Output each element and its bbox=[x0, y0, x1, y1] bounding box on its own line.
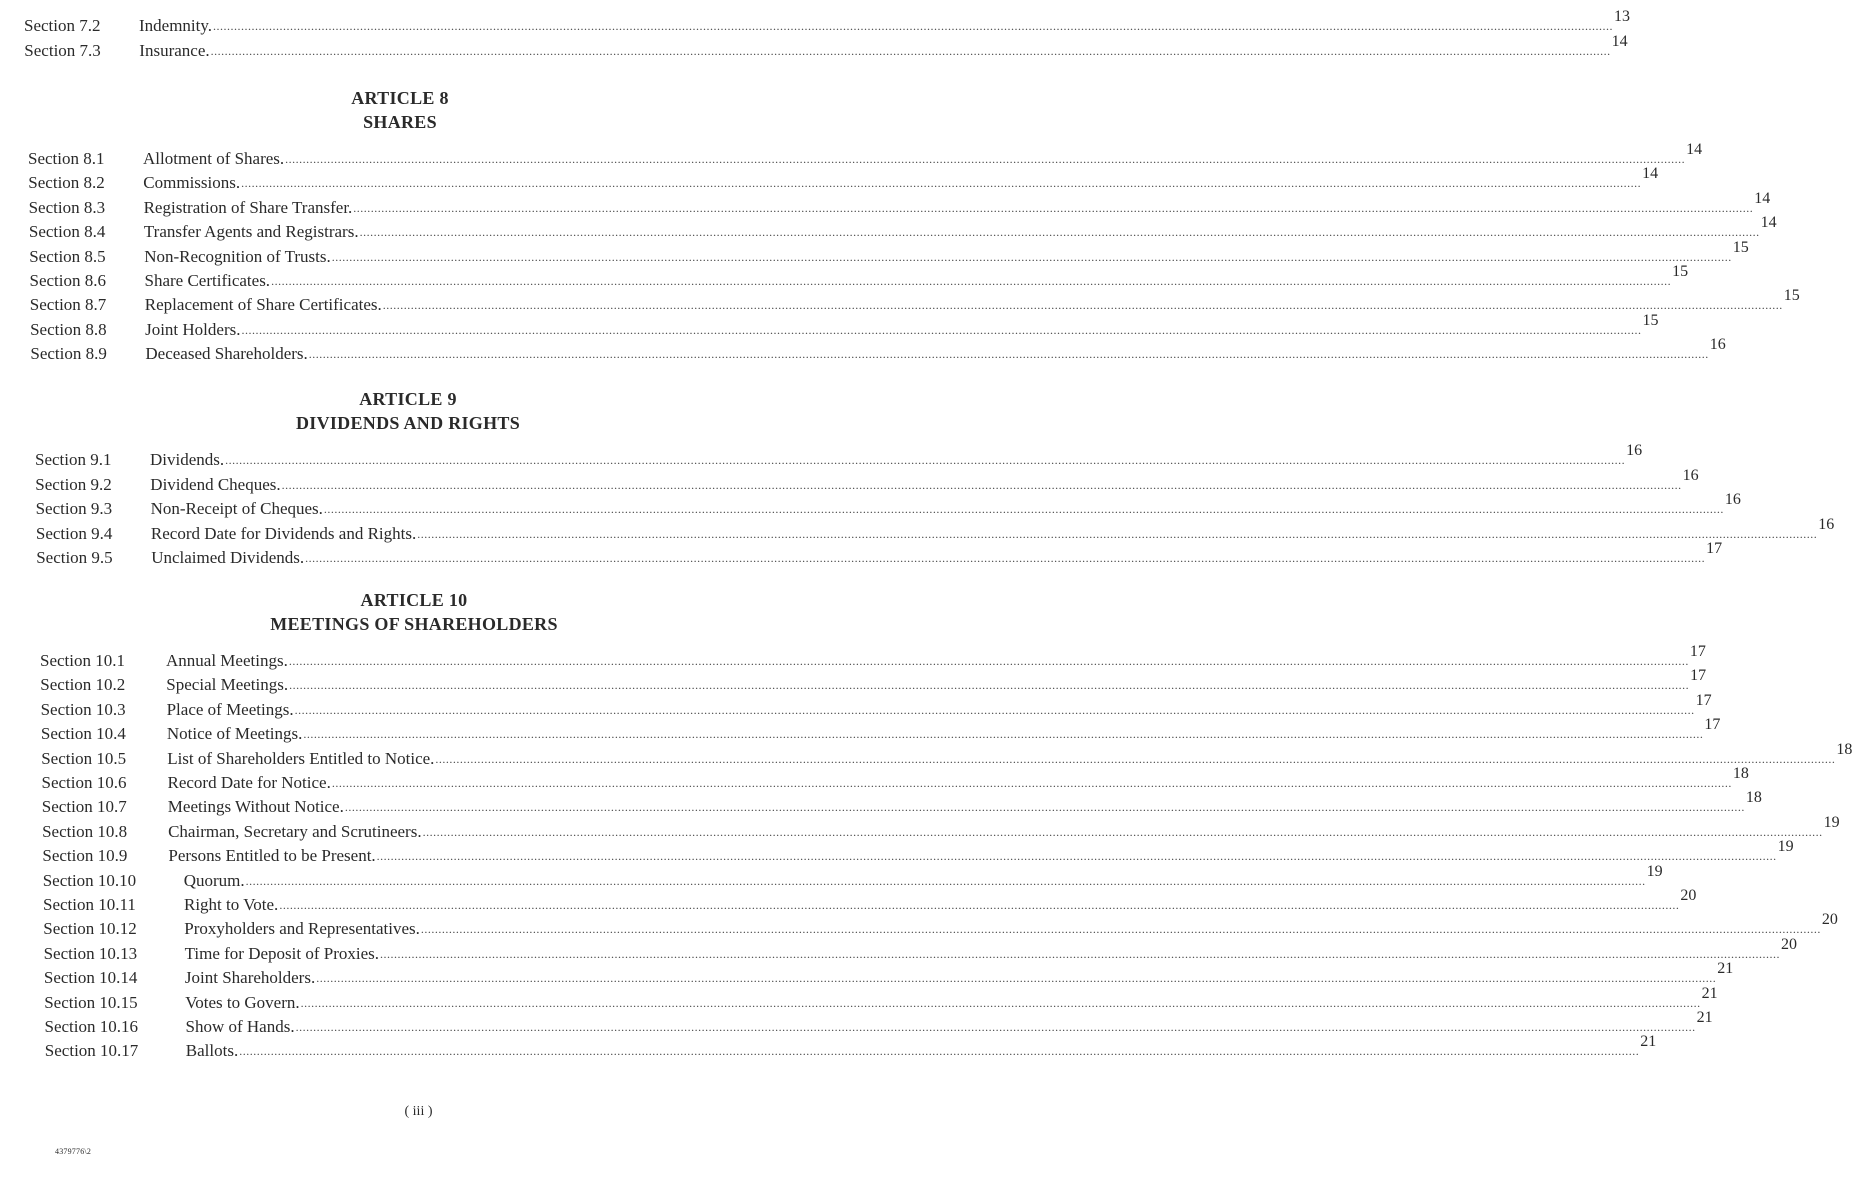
section-title: Place of Meetings. bbox=[166, 699, 294, 719]
dot-leader: ................................................................................................................................................................................................................................................................................................................................................................................................................ bbox=[271, 274, 1672, 288]
dot-leader: ................................................................................................................................................................................................................................................................................................................................................................................................................ bbox=[308, 347, 1709, 362]
page-ref: 17 bbox=[1690, 667, 1707, 685]
section-number: Section 10.15 bbox=[44, 992, 138, 1012]
dot-leader: ................................................................................................................................................................................................................................................................................................................................................................................................................ bbox=[213, 19, 1614, 33]
page-ref: 17 bbox=[1704, 716, 1721, 734]
toc-entry bbox=[35, 515, 1835, 544]
dot-leader: ................................................................................................................................................................................................................................................................................................................................................................................................................ bbox=[294, 702, 1695, 717]
dot-leader: ................................................................................................................................................................................................................................................................................................................................................................................................................ bbox=[305, 551, 1706, 565]
page-ref: 14 bbox=[1611, 32, 1628, 50]
section-number: Section 8.8 bbox=[30, 319, 107, 339]
dot-leader: ................................................................................................................................................................................................................................................................................................................................................................................................................ bbox=[289, 678, 1690, 693]
toc-entry bbox=[40, 643, 1706, 671]
page-ref: 15 bbox=[1732, 238, 1749, 256]
section-number: Section 10.14 bbox=[43, 968, 138, 988]
toc-entry bbox=[24, 32, 1628, 61]
section-title: Ballots. bbox=[185, 1041, 239, 1061]
dot-leader: ................................................................................................................................................................................................................................................................................................................................................................................................................ bbox=[435, 751, 1836, 766]
dot-leader: ................................................................................................................................................................................................................................................................................................................................................................................................................ bbox=[281, 477, 1682, 492]
section-title: Allotment of Shares. bbox=[143, 149, 285, 168]
toc-entry bbox=[29, 263, 1689, 291]
page-ref: 19 bbox=[1646, 862, 1663, 880]
section-number: Section 10.4 bbox=[40, 724, 126, 744]
section-number: Section 7.3 bbox=[24, 40, 101, 60]
article-title: MEETINGS OF SHAREHOLDERS bbox=[270, 614, 558, 634]
page-ref: 19 bbox=[1777, 838, 1794, 856]
section-number: Section 8.1 bbox=[28, 149, 105, 168]
section-title: Dividends. bbox=[150, 450, 225, 469]
dot-leader: ................................................................................................................................................................................................................................................................................................................................................................................................................ bbox=[376, 849, 1777, 864]
article-number: ARTICLE 9 bbox=[359, 389, 457, 409]
page-ref: 21 bbox=[1701, 984, 1718, 1002]
toc-entry bbox=[29, 238, 1749, 267]
section-number: Section 10.5 bbox=[41, 748, 127, 768]
section-number: Section 10.8 bbox=[42, 821, 128, 841]
page-ref: 15 bbox=[1783, 287, 1800, 305]
page-ref: 18 bbox=[1745, 789, 1762, 807]
article-title: DIVIDENDS AND RIGHTS bbox=[295, 413, 521, 433]
section-title: Unclaimed Dividends. bbox=[151, 548, 305, 567]
toc-entry bbox=[43, 887, 1697, 915]
section-number: Section 9.5 bbox=[36, 548, 113, 567]
toc-entry bbox=[35, 442, 1643, 470]
toc-entry bbox=[41, 789, 1762, 817]
toc-entry bbox=[42, 862, 1663, 891]
toc-entry bbox=[43, 960, 1734, 988]
section-title: Deceased Shareholders. bbox=[145, 344, 308, 364]
dot-leader: ................................................................................................................................................................................................................................................................................................................................................................................................................ bbox=[420, 922, 1821, 937]
dot-leader: ................................................................................................................................................................................................................................................................................................................................................................................................................ bbox=[382, 298, 1783, 313]
toc-entry bbox=[35, 491, 1741, 519]
toc-entry bbox=[40, 691, 1712, 720]
dot-leader: ................................................................................................................................................................................................................................................................................................................................................................................................................ bbox=[225, 453, 1626, 467]
toc-entry bbox=[44, 984, 1718, 1013]
dot-leader: ................................................................................................................................................................................................................................................................................................................................................................................................................ bbox=[279, 898, 1680, 912]
dot-leader: ................................................................................................................................................................................................................................................................................................................................................................................................................ bbox=[300, 995, 1701, 1010]
section-title: Joint Holders. bbox=[145, 319, 241, 339]
toc-entry bbox=[28, 165, 1659, 193]
dot-leader: ................................................................................................................................................................................................................................................................................................................................................................................................................ bbox=[359, 225, 1760, 240]
section-title: Persons Entitled to be Present. bbox=[168, 846, 376, 866]
toc-entry bbox=[44, 1009, 1713, 1037]
toc-entry bbox=[40, 667, 1707, 695]
toc-entry bbox=[29, 287, 1800, 315]
section-number: Section 9.3 bbox=[35, 499, 113, 518]
document-id: 4379776\2 bbox=[55, 1147, 92, 1156]
section-title: Votes to Govern. bbox=[185, 992, 300, 1012]
dot-leader: ................................................................................................................................................................................................................................................................................................................................................................................................................ bbox=[303, 727, 1704, 742]
dot-leader: ................................................................................................................................................................................................................................................................................................................................................................................................................ bbox=[353, 200, 1754, 215]
section-title: List of Shareholders Entitled to Notice. bbox=[167, 748, 435, 768]
article-heading bbox=[208, 387, 608, 435]
section-title: Right to Vote. bbox=[184, 895, 279, 914]
dot-leader: ................................................................................................................................................................................................................................................................................................................................................................................................................ bbox=[323, 502, 1724, 516]
section-title: Commissions. bbox=[143, 173, 241, 193]
page-ref: 19 bbox=[1823, 813, 1840, 831]
toc-entry bbox=[41, 740, 1853, 769]
section-title: Quorum. bbox=[183, 870, 245, 890]
section-title: Insurance. bbox=[139, 40, 210, 60]
page-ref: 14 bbox=[1642, 165, 1659, 183]
toc-entry bbox=[24, 8, 1631, 36]
section-number: Section 8.5 bbox=[29, 246, 106, 266]
section-number: Section 10.10 bbox=[42, 870, 137, 890]
section-number: Section 7.2 bbox=[24, 16, 101, 35]
section-number: Section 10.7 bbox=[41, 797, 127, 817]
section-title: Notice of Meetings. bbox=[166, 724, 303, 744]
section-number: Section 8.2 bbox=[28, 173, 105, 193]
section-title: Replacement of Share Certificates. bbox=[144, 295, 382, 315]
section-number: Section 9.4 bbox=[35, 523, 113, 543]
section-number: Section 10.1 bbox=[40, 651, 125, 670]
section-title: Joint Shareholders. bbox=[184, 968, 316, 988]
section-title: Annual Meetings. bbox=[166, 651, 288, 670]
page-ref: 20 bbox=[1680, 887, 1697, 904]
article-number: ARTICLE 8 bbox=[351, 88, 449, 108]
section-title: Chairman, Secretary and Scrutineers. bbox=[168, 821, 422, 841]
toc-entry bbox=[28, 189, 1771, 218]
dot-leader: ................................................................................................................................................................................................................................................................................................................................................................................................................ bbox=[245, 873, 1646, 888]
article-number: ARTICLE 10 bbox=[360, 590, 468, 610]
dot-leader: ................................................................................................................................................................................................................................................................................................................................................................................................................ bbox=[422, 824, 1823, 839]
section-title: Record Date for Dividends and Rights. bbox=[150, 523, 417, 543]
dot-leader: ................................................................................................................................................................................................................................................................................................................................................................................................................ bbox=[285, 152, 1686, 166]
page-ref: 20 bbox=[1781, 935, 1797, 953]
page-ref: 21 bbox=[1696, 1009, 1713, 1026]
section-title: Non-Receipt of Cheques. bbox=[150, 499, 323, 518]
section-number: Section 10.17 bbox=[44, 1041, 139, 1061]
section-title: Registration of Share Transfer. bbox=[143, 197, 353, 217]
dot-leader: ................................................................................................................................................................................................................................................................................................................................................................................................................ bbox=[417, 526, 1818, 541]
dot-leader: ................................................................................................................................................................................................................................................................................................................................................................................................................ bbox=[210, 43, 1611, 58]
section-number: Section 10.3 bbox=[40, 699, 126, 719]
section-title: Indemnity. bbox=[139, 16, 213, 35]
section-title: Dividend Cheques. bbox=[150, 474, 281, 494]
page-ref: 18 bbox=[1836, 740, 1853, 758]
section-title: Transfer Agents and Registrars. bbox=[143, 222, 359, 242]
page-ref: 13 bbox=[1614, 8, 1631, 25]
section-number: Section 8.4 bbox=[28, 222, 106, 242]
toc-entry bbox=[30, 311, 1659, 340]
page-ref: 15 bbox=[1642, 311, 1659, 329]
page-ref: 16 bbox=[1626, 442, 1643, 459]
section-number: Section 10.16 bbox=[44, 1017, 138, 1036]
section-title: Meetings Without Notice. bbox=[167, 797, 344, 817]
page-ref: 20 bbox=[1821, 911, 1838, 929]
page-ref: 16 bbox=[1709, 336, 1726, 354]
dot-leader: ................................................................................................................................................................................................................................................................................................................................................................................................................ bbox=[331, 249, 1732, 264]
page-ref: 15 bbox=[1672, 263, 1689, 280]
section-number: Section 10.13 bbox=[43, 943, 138, 963]
page-ref: 14 bbox=[1760, 214, 1777, 232]
article-heading bbox=[200, 86, 600, 134]
section-title: Time for Deposit of Proxies. bbox=[184, 943, 379, 963]
section-title: Special Meetings. bbox=[166, 675, 289, 695]
section-number: Section 8.7 bbox=[29, 295, 107, 315]
section-title: Show of Hands. bbox=[185, 1017, 295, 1036]
section-number: Section 8.9 bbox=[30, 344, 107, 364]
page-ref: 21 bbox=[1640, 1033, 1657, 1051]
toc-entry bbox=[43, 911, 1838, 939]
section-number: Section 10.6 bbox=[41, 773, 127, 792]
toc-entry bbox=[28, 214, 1777, 242]
page-ref: 14 bbox=[1686, 141, 1703, 158]
toc-entry bbox=[44, 1033, 1657, 1061]
toc-entry bbox=[41, 765, 1749, 793]
dot-leader: ................................................................................................................................................................................................................................................................................................................................................................................................................ bbox=[344, 800, 1745, 815]
dot-leader: ................................................................................................................................................................................................................................................................................................................................................................................................................ bbox=[241, 322, 1642, 337]
page-ref: 16 bbox=[1818, 515, 1835, 533]
section-title: Proxyholders and Representatives. bbox=[184, 919, 420, 939]
page-ref: 16 bbox=[1724, 491, 1741, 508]
toc-entry bbox=[42, 838, 1794, 866]
page-ref: 17 bbox=[1689, 643, 1706, 660]
section-title: Share Certificates. bbox=[144, 271, 271, 290]
section-number: Section 8.6 bbox=[29, 271, 106, 290]
dot-leader: ................................................................................................................................................................................................................................................................................................................................................................................................................ bbox=[288, 654, 1689, 668]
section-title: Non-Recognition of Trusts. bbox=[144, 246, 331, 266]
toc-entry bbox=[36, 540, 1723, 568]
dot-leader: ................................................................................................................................................................................................................................................................................................................................................................................................................ bbox=[331, 776, 1732, 790]
section-number: Section 9.1 bbox=[35, 450, 112, 469]
section-number: Section 10.2 bbox=[40, 675, 126, 695]
article-title: SHARES bbox=[363, 112, 437, 132]
dot-leader: ................................................................................................................................................................................................................................................................................................................................................................................................................ bbox=[241, 176, 1642, 191]
dot-leader: ................................................................................................................................................................................................................................................................................................................................................................................................................ bbox=[316, 971, 1717, 986]
page-ref: 18 bbox=[1732, 765, 1749, 782]
page-ref: 17 bbox=[1695, 691, 1712, 709]
page-ref: 17 bbox=[1706, 540, 1723, 557]
page-ref: 16 bbox=[1682, 466, 1699, 484]
dot-leader: ................................................................................................................................................................................................................................................................................................................................................................................................................ bbox=[239, 1044, 1640, 1059]
page-number: ( iii ) bbox=[404, 1104, 433, 1119]
toc-entry bbox=[30, 336, 1726, 364]
page-ref: 21 bbox=[1717, 960, 1734, 978]
dot-leader: ................................................................................................................................................................................................................................................................................................................................................................................................................ bbox=[295, 1020, 1696, 1034]
toc-entry bbox=[43, 935, 1797, 964]
section-number: Section 10.9 bbox=[42, 846, 128, 866]
section-number: Section 9.2 bbox=[35, 474, 112, 494]
section-number: Section 10.12 bbox=[43, 919, 137, 939]
toc-entry bbox=[42, 813, 1840, 842]
section-number: Section 8.3 bbox=[28, 197, 106, 217]
section-title: Record Date for Notice. bbox=[167, 773, 331, 792]
toc-entry bbox=[40, 716, 1721, 744]
section-number: Section 10.11 bbox=[43, 895, 136, 914]
page-ref: 14 bbox=[1754, 189, 1771, 207]
toc-entry bbox=[28, 141, 1703, 169]
dot-leader: ................................................................................................................................................................................................................................................................................................................................................................................................................ bbox=[380, 946, 1780, 961]
toc-entry bbox=[35, 466, 1699, 495]
article-heading bbox=[214, 588, 614, 636]
